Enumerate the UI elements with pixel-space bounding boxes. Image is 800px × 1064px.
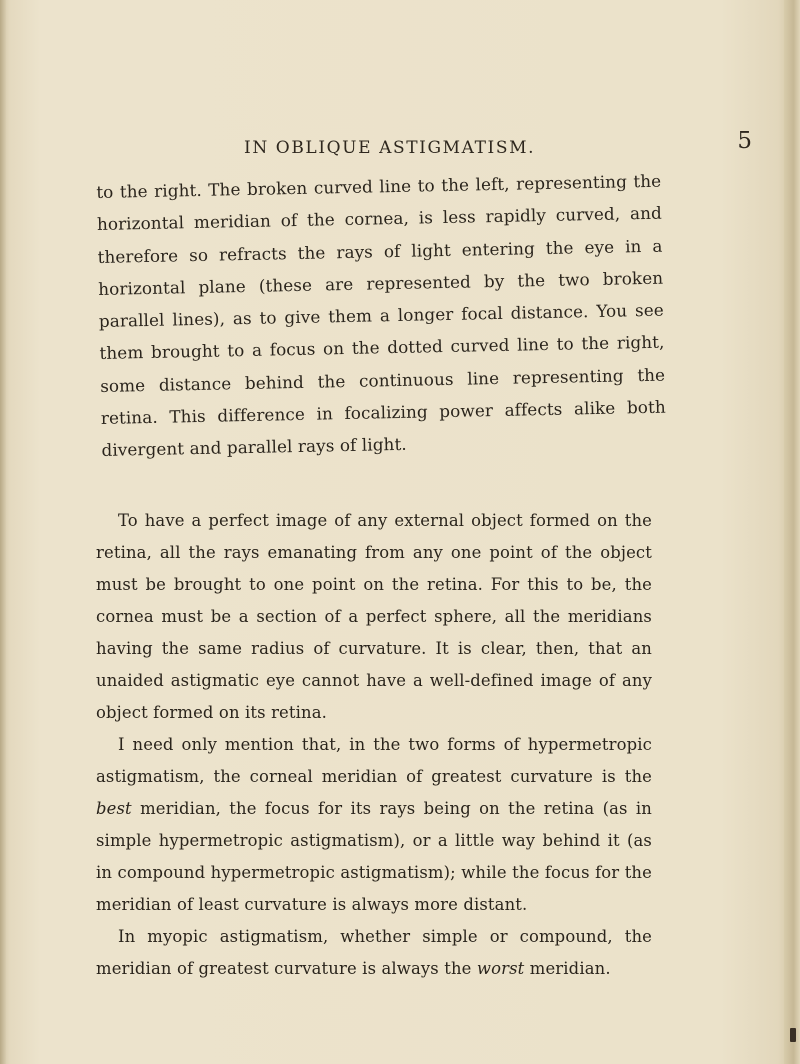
running-head: IN OBLIQUE ASTIGMATISM. <box>244 138 536 158</box>
paragraph-3-text-end: meridian, the focus for its rays being on the retina (as in simple hypermetropic astigmatism), or a little way behind it (as in compound hypermetropic astigmatism); while the focus for the meridian of least curvature is always more distant. <box>96 799 652 914</box>
page-header <box>96 128 756 164</box>
paragraph-4-text-end: meridian. <box>529 959 611 978</box>
page-number: 5 <box>737 128 752 154</box>
emphasis-worst: worst <box>476 959 525 978</box>
paragraph-4-text-start: In myopic astigmatism, whether simple or compound, the meridian of greatest curvature is always the <box>96 927 652 978</box>
paragraph-4 <box>96 921 652 985</box>
paragraph-3 <box>96 729 652 921</box>
paragraph-3-text-start: I need only mention that, in the two forms of hypermetropic astigmatism, the corneal meridian of greatest curvature is the <box>96 735 652 786</box>
body-text <box>96 505 652 985</box>
page-gutter-shadow <box>0 0 6 1064</box>
paragraph-2 <box>96 505 652 729</box>
paragraph-1: to the right. The broken curved line to the left, representing the horizontal meridian of the cornea, is less rapidly curved, and therefore so refracts the rays of light entering the eye in a horizontal plane (these are represented by the two broken parallel lines), as to give them a longer focal distance. You see them brought to a focus on the dotted curved line to the right, some distance behind the continuous line representing the retina. This difference in focalizing power affects alike both divergent and parallel rays of light. <box>96 170 666 461</box>
scan-mark <box>790 1028 796 1042</box>
emphasis-best: best <box>96 799 132 818</box>
body-text-top <box>96 170 666 467</box>
paragraph-2-text: To have a perfect image of any external object formed on the retina, all the rays emanating from any one point of the object must be brought to one point on the retina. For this to be, the cornea must be a section of a perfect sphere, all the meridians having the same radius of curvature. It is clear, then, that an unaided astigmatic eye cannot have a well-defined image of any object formed on its retina. <box>96 511 652 722</box>
page-edge <box>784 0 800 1064</box>
